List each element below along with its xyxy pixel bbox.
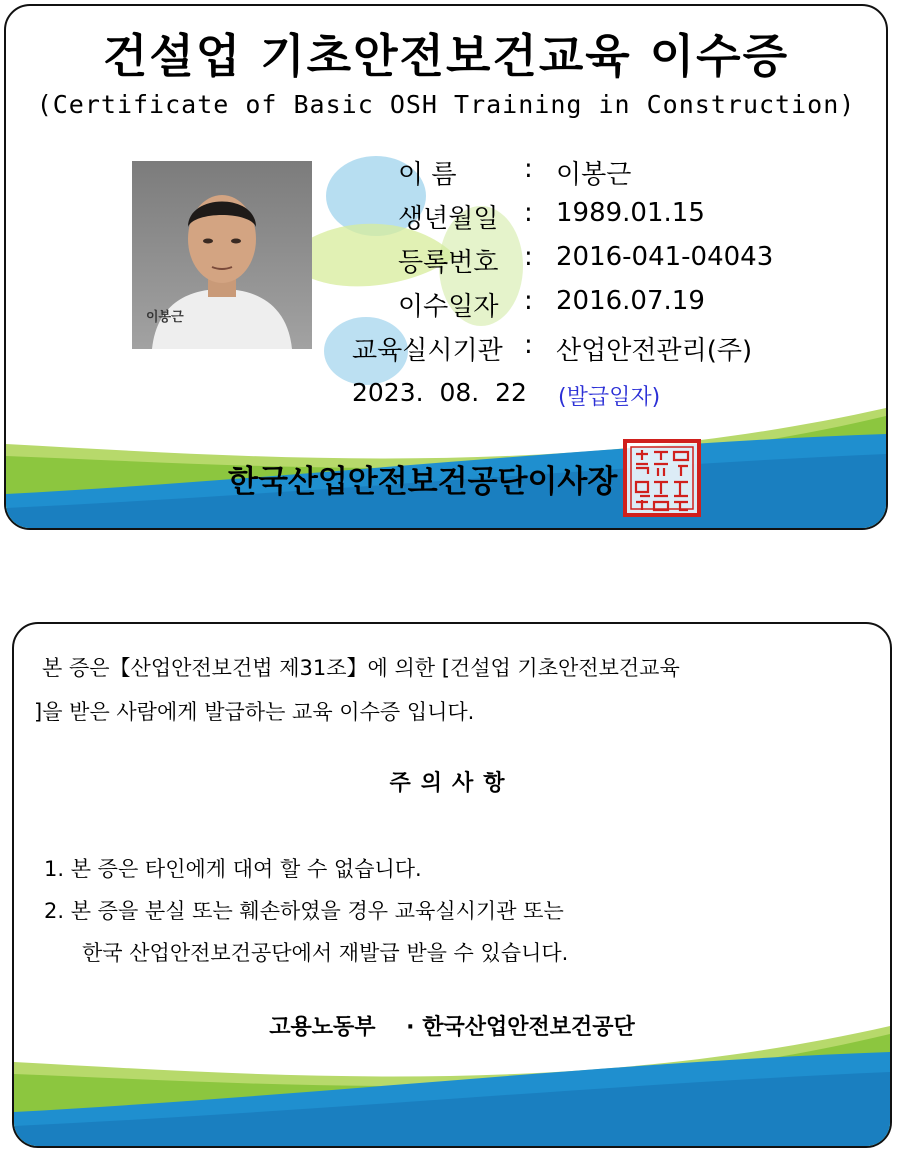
field-colon: : (524, 242, 533, 272)
card-wave-decoration (14, 1026, 890, 1146)
issuing-organizations: 고용노동부 · 한국산업안전보건공단 (269, 1015, 635, 1040)
field-label: 교육실시기관 (352, 336, 503, 366)
notice-item-1: 1. 본 증은 타인에게 대여 할 수 없습니다. (44, 857, 422, 881)
photo-caption: 이봉근 (146, 310, 184, 325)
notice-item-2-continued: 한국 산업안전보건공단에서 재발급 받을 수 있습니다. (82, 941, 569, 965)
certificate-back (12, 622, 892, 1148)
certificate-subtitle: (Certificate of Basic OSH Training in Construction) (36, 90, 856, 119)
notice-item-2: 2. 본 증을 분실 또는 훼손하였을 경우 교육실시기관 또는 (44, 899, 564, 923)
field-label: 생년월일 (398, 204, 499, 234)
statement-line-1: 본 증은【산업안전보건법 제31조】에 의한 [건설업 기초안전보건교육 (42, 656, 680, 680)
field-label: 등록번호 (398, 248, 499, 278)
certificate-front (4, 4, 888, 530)
issuer-name: 한국산업안전보건공단이사장 (228, 464, 618, 500)
field-label: 이수일자 (398, 292, 499, 322)
certificate-statement (34, 646, 874, 734)
field-value: 산업안전관리(주) (556, 336, 753, 366)
issue-date: 2023. 08. 22 (352, 378, 527, 407)
field-colon: : (524, 198, 533, 228)
field-value: 1989.01.15 (556, 198, 705, 228)
official-seal (622, 438, 702, 518)
field-colon: : (524, 154, 533, 184)
field-label: 이 름 (398, 160, 457, 190)
field-value: 이봉근 (556, 160, 632, 190)
holder-photo (132, 161, 312, 349)
field-colon: : (524, 330, 533, 360)
statement-line-2: ]을 받은 사람에게 발급하는 교육 이수증 입니다. (34, 700, 475, 724)
notice-list (44, 848, 568, 974)
field-value: 2016-041-04043 (556, 242, 774, 272)
notice-title: 주의사항 (389, 771, 515, 796)
field-value: 2016.07.19 (556, 286, 705, 316)
certificate-title: 건설업 기초안전보건교육 이수증 (102, 29, 790, 83)
issue-date-label: (발급일자) (558, 385, 661, 410)
field-colon: : (524, 286, 533, 316)
